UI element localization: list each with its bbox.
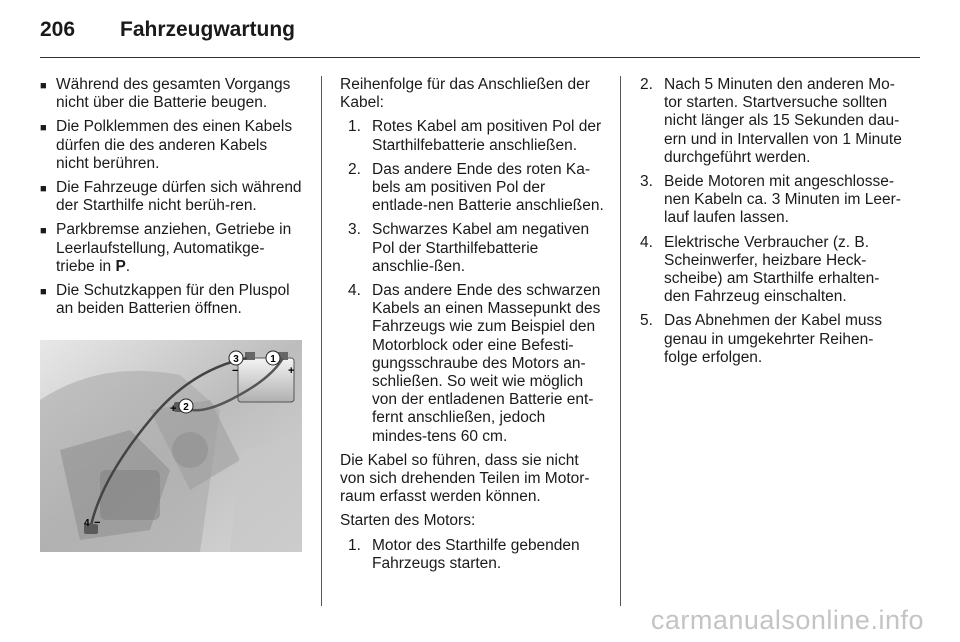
svg-text:−: − xyxy=(94,517,101,529)
header-rule xyxy=(40,57,920,58)
list-item: ■ Parkbremse anziehen, Getriebe in Leerlaufstellung, Automatikge-triebe in P. xyxy=(40,221,302,276)
gear-position-p: P xyxy=(115,257,126,275)
svg-text:+: + xyxy=(170,403,177,415)
column-divider-2 xyxy=(620,76,621,606)
svg-text:3: 3 xyxy=(233,354,239,365)
cable-routing-note: Die Kabel so führen, dass sie nicht von sich drehenden Teilen im Motor-raum erfasst werden können. xyxy=(340,451,590,506)
column-3 xyxy=(640,76,904,373)
svg-text:−: − xyxy=(232,365,239,377)
column-2 xyxy=(340,76,604,579)
column-1 xyxy=(40,76,302,324)
page-header xyxy=(40,18,295,48)
connection-intro: Reihenfolge für das Anschließen der Kabel: xyxy=(340,76,590,112)
list-item: ■ Die Polklemmen des einen Kabels dürfen die des anderen Kabels nicht berühren. xyxy=(40,118,302,173)
list-item: 4. Elektrische Verbraucher (z. B. Scheinwerfer, heizbare Heck-scheibe) am Starthilfe erhalten-den Fahrzeug einschalten. xyxy=(640,233,880,306)
svg-text:2: 2 xyxy=(183,402,189,413)
list-item: ■ Die Fahrzeuge dürfen sich während der Starthilfe nicht berüh-ren. xyxy=(40,179,302,215)
list-item: 3. Beide Motoren mit angeschlosse-nen Kabeln ca. 3 Minuten im Leer-lauf laufen lassen. xyxy=(640,173,901,227)
list-item: 2. Das andere Ende des roten Ka-bels am positiven Pol der entlade-nen Batterie anschließen. xyxy=(348,160,604,215)
watermark: carmanualsonline.info xyxy=(650,605,924,635)
jump-start-illustration xyxy=(40,340,302,552)
svg-text:1: 1 xyxy=(270,354,276,365)
column-divider-1 xyxy=(321,76,322,606)
list-item: ■ Während des gesamten Vorgangs nicht über die Batterie beugen. xyxy=(40,76,302,112)
list-item: 2. Nach 5 Minuten den anderen Mo-tor starten. Startversuche sollten nicht länger als 15 Sekunden dau-ern und in Intervallen von 1 Minute durchgeführt werden. xyxy=(640,76,902,166)
list-item: 3. Schwarzes Kabel am negativen Pol der Starthilfebatterie anschlie-ßen. xyxy=(348,221,590,275)
start-steps-continued xyxy=(640,76,904,367)
svg-text:4: 4 xyxy=(84,518,90,529)
start-steps xyxy=(340,537,604,573)
connection-steps xyxy=(340,118,604,445)
chapter-title: Fahrzeugwartung xyxy=(120,18,296,41)
warning-list xyxy=(40,76,302,318)
page-number: 206 xyxy=(40,18,76,41)
list-item: ■ Die Schutzkappen für den Pluspol an beiden Batterien öffnen. xyxy=(40,282,302,318)
list-item: 4. Das andere Ende des schwarzen Kabels an einen Massepunkt des Fahrzeugs wie zum Beispiel den Motorblock oder eine Befesti-gungsschraube des Motors an-schließen. So weit wie möglich von der entladenen Batterie ent-fernt anschließen, jedoch mindes-tens 60 cm. xyxy=(348,282,601,445)
svg-text:+: + xyxy=(288,365,295,377)
list-item: 1. Rotes Kabel am positiven Pol der Starthilfebatterie anschließen. xyxy=(348,118,602,154)
list-item: 5. Das Abnehmen der Kabel muss genau in umgekehrter Reihen-folge erfolgen. xyxy=(640,312,882,366)
list-item: 1. Motor des Starthilfe gebenden Fahrzeugs starten. xyxy=(348,536,580,572)
start-heading: Starten des Motors: xyxy=(340,512,476,530)
